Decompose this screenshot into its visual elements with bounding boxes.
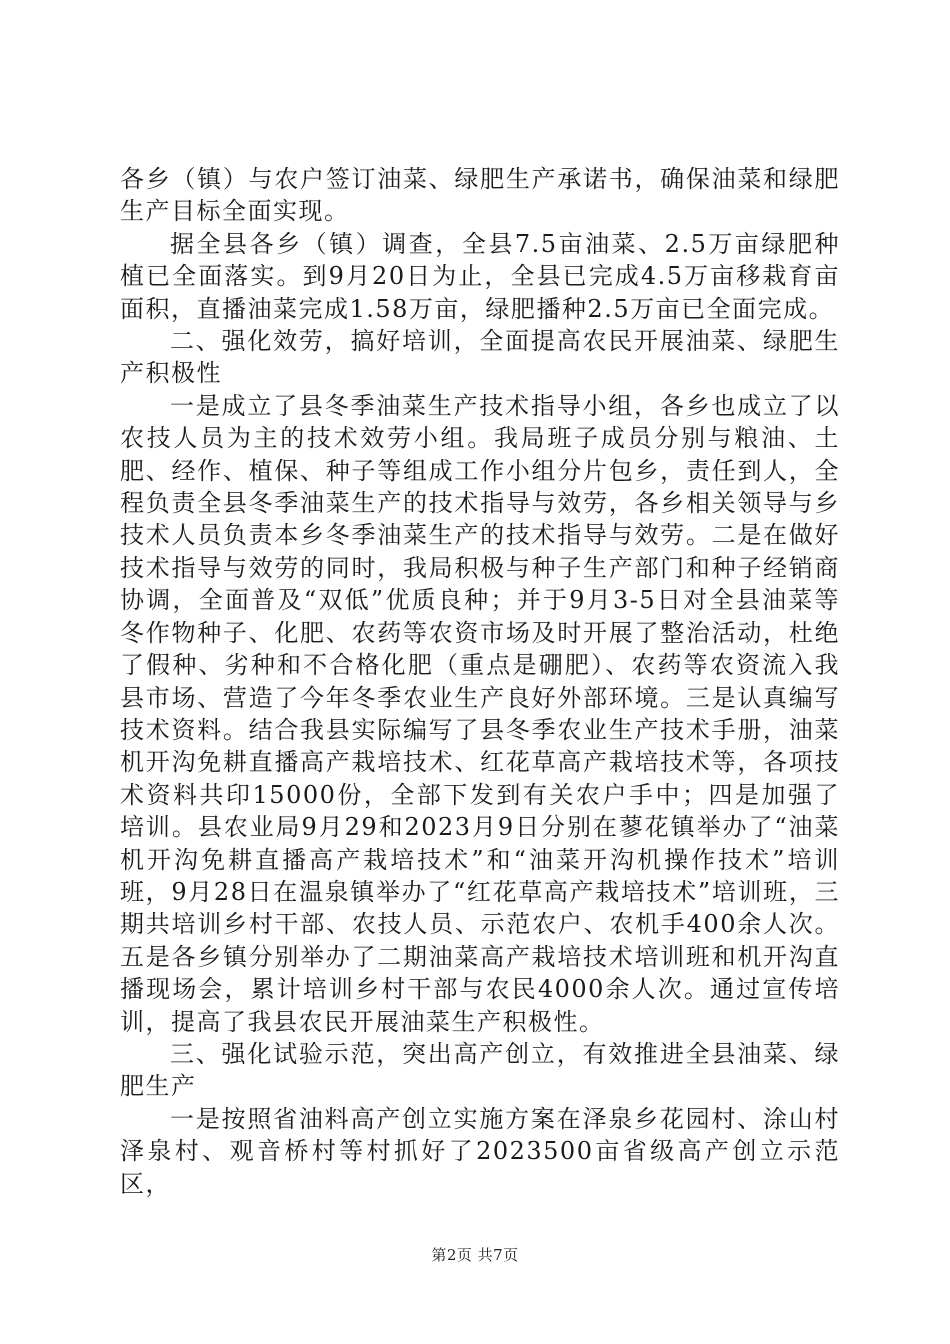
section-heading-2: 二、强化效劳，搞好培训，全面提高农民开展油菜、绿肥生产积极性 bbox=[120, 327, 840, 388]
paragraph-1: 各乡（镇）与农户签订油菜、绿肥生产承诺书，确保油菜和绿肥生产目标全面实现。 bbox=[120, 165, 840, 226]
page-footer: 第2页 共7页 bbox=[431, 1246, 519, 1264]
paragraph-3: 一是成立了县冬季油菜生产技术指导小组，各乡也成立了以农技人员为主的技术效劳小组。我局班子成员分别与粮油、土肥、经作、植保、种子等组成工作小组分片包乡，责任到人，全程负责全县冬季油菜生产的技术指导与效劳，各乡相关领导与乡技术人员负责本乡冬季油菜生产的技术指导与效劳。二是在做好技术指导与效劳的同时，我局积极与种子生产部门和种子经销商协调，全面普及“双低”优质良种；并于9月3-5日对全县油菜等冬作物种子、化肥、农药等农资市场及时开展了整治活动，杜绝了假种、劣种和不合格化肥（重点是硼肥）、农药等农资流入我县市场、营造了今年冬季农业生产良好外部环境。三是认真编写技术资料。结合我县实际编写了县冬季农业生产技术手册，油菜机开沟免耕直播高产栽培技术、红花草高产栽培技术等，各项技术资料共印15000份，全部下发到有关农户手中；四是加强了培训。县农业局9月29和2023月9日分别在蓼花镇举办了“油菜机开沟免耕直播高产栽培技术”和“油菜开沟机操作技术”培训班，9月28日在温泉镇举办了“红花草高产栽培技术”培训班，三期共培训乡村干部、农技人员、示范农户、农机手400余人次。五是各乡镇分别举办了二期油菜高产栽培技术培训班和机开沟直播现场会，累计培训乡村干部与农民4000余人次。通过宣传培训，提高了我县农民开展油菜生产积极性。 bbox=[120, 391, 840, 1036]
paragraph-4: 一是按照省油料高产创立实施方案在泽泉乡花园村、涂山村泽泉村、观音桥村等村抓好了2023500亩省级高产创立示范区， bbox=[120, 1104, 840, 1198]
section-heading-3: 三、强化试验示范，突出高产创立，有效推进全县油菜、绿肥生产 bbox=[120, 1039, 840, 1101]
paragraph-2: 据全县各乡（镇）调查，全县7.5亩油菜、2.5万亩绿肥种植已全面落实。到9月20日为止，全县已完成4.5万亩移栽育亩面积，直播油菜完成1.58万亩，绿肥播种2.5万亩已全面完成。 bbox=[120, 229, 840, 323]
document-body bbox=[120, 163, 840, 1200]
